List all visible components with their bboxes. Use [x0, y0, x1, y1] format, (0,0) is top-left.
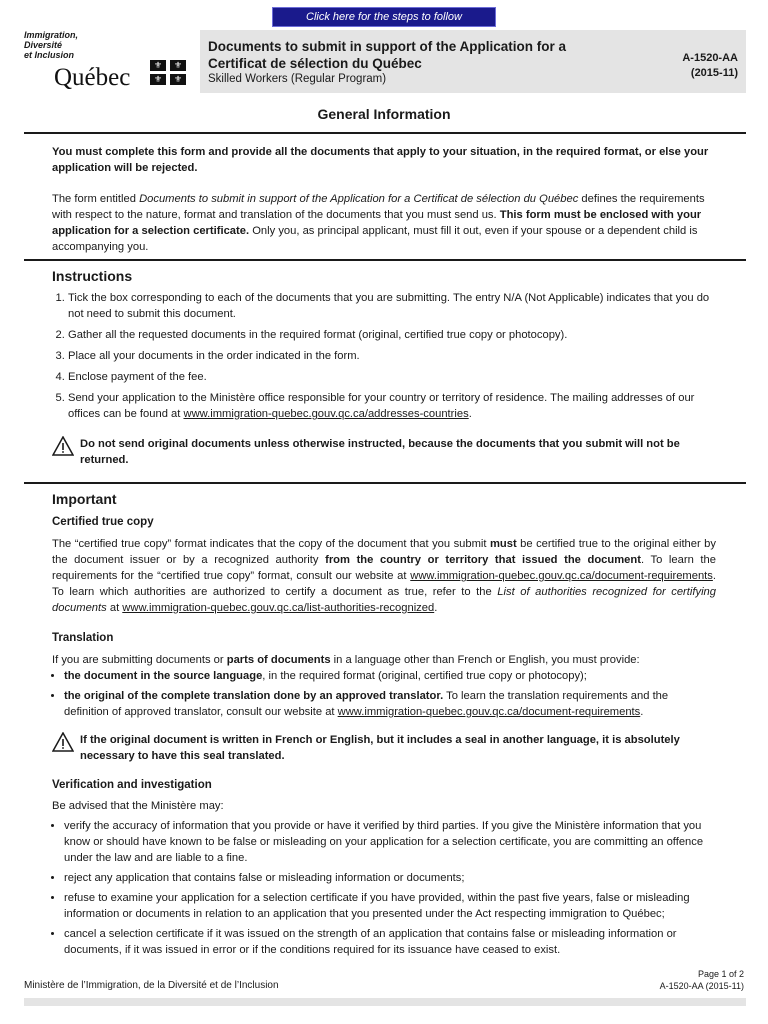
text: be certified true to the original either by the document issuer or by a recognized authority: [52, 538, 716, 566]
list-item: • cancel a selection certificate if it was issued on the strength of an application that contains false or misleading information or documents, if it was issued in error or if the conditions required for its issuance have ceased to exist.: [64, 926, 716, 958]
text: .: [468, 408, 472, 420]
warning-icon: [52, 732, 74, 752]
warning-icon: [52, 436, 74, 456]
quebec-logo: [24, 30, 194, 92]
text: the original of the complete translation done by an approved translator.: [64, 690, 444, 702]
verification-list: [52, 818, 716, 958]
fleurdelise-icon: [150, 60, 188, 86]
warning-text: If the original document is written in French or English, but it includes a seal in another language, it is absolutely necessary to have this seal translated.: [80, 734, 680, 762]
footer-bar: [24, 998, 746, 1006]
form-date: (2015-11): [690, 67, 738, 79]
form-title: Documents to submit in support of the Application for a Certificat de sélection du Québec: [208, 39, 566, 71]
text: . To learn which authorities are authorized to certify a document as true, refer to the: [52, 570, 716, 598]
text: in a language other than French or English, you must provide:: [330, 654, 640, 666]
logo-line-2: Diversité: [24, 40, 63, 50]
enclose-notice: This form must be enclosed with your application for a selection certificate.: [52, 209, 702, 237]
list-item: 1. Tick the box corresponding to each of the documents that you are submitting. The entry N/A (Not Applicable) indicates that you do not need to submit this document.: [68, 290, 716, 322]
form-number: [682, 51, 738, 81]
ctc-paragraph: [52, 536, 716, 616]
text: from the country or territory that issued the document: [325, 554, 641, 566]
instructions-title: Instructions: [52, 268, 133, 284]
form-code: A-1520-AA: [682, 52, 738, 64]
instructions-list: [52, 290, 716, 422]
doc-requirements-link[interactable]: www.immigration-quebec.gouv.qc.ca/document-requirements: [410, 570, 713, 582]
text: If you are submitting documents or: [52, 654, 227, 666]
list-item: • refuse to examine your application for a selection certificate if you have provided, within the past five years, false or misleading information or documents in relation to an application that you presented under the Act respecting immigration to Québec;: [64, 890, 716, 922]
list-item: 2. Gather all the requested documents in the required format (original, certified true copy or photocopy).: [68, 327, 716, 343]
verification-intro: Be advised that the Ministère may:: [52, 800, 224, 812]
authorities-link[interactable]: www.immigration-quebec.gouv.qc.ca/list-authorities-recognized: [122, 602, 435, 614]
divider: [24, 482, 746, 484]
form-header: [200, 30, 746, 93]
text: To learn the translation requirements and the definition of approved translator, consult our website at: [64, 690, 669, 718]
list-item: 3. Place all your documents in the order indicated in the form.: [68, 348, 716, 364]
flag-quadrant: ⚜: [170, 74, 186, 85]
footer-form-code: A-1520-AA (2015-11): [659, 981, 744, 991]
general-info-body: [52, 144, 716, 255]
form-name: Documents to submit in support of the Application for a Certificat de sélection du Québec: [139, 193, 579, 205]
list-item: • reject any application that contains false or misleading information or documents;: [64, 870, 716, 886]
page-number: Page 1 of 2: [697, 969, 744, 979]
text: The form entitled: [52, 193, 140, 205]
list-item: • verify the accuracy of information that you provide or have it verified by third parties. If you give the Ministère information that you know or should have known to be false or misleading on your application for a selection certificate, you are committing an offence under the law and are liable to a fine.: [64, 818, 716, 866]
text: the document in the source language: [64, 670, 263, 682]
important-title: Important: [52, 491, 117, 507]
text: . To learn the requirements for the “certified true copy” format, consult our website at: [52, 554, 716, 582]
translation-req-link[interactable]: www.immigration-quebec.gouv.qc.ca/document-requirements: [337, 706, 641, 718]
ctc-title: Certified true copy: [52, 516, 154, 528]
steps-button[interactable]: Click here for the steps to follow: [272, 7, 496, 27]
addresses-link[interactable]: www.immigration-quebec.gouv.qc.ca/addresses-countries: [183, 408, 469, 420]
text: .: [434, 602, 438, 614]
logo-wordmark: Québec: [54, 64, 131, 91]
instructions-section: [52, 268, 716, 468]
verification-title: Verification and investigation: [52, 779, 212, 791]
important-section: [52, 491, 716, 962]
text: , in the required format (original, certified true copy or photocopy);: [262, 670, 587, 682]
text: parts of documents: [226, 654, 331, 666]
text: at: [106, 602, 123, 614]
authorities-list-name: List of authorities recognized for certifying documents: [52, 586, 716, 614]
divider: [24, 259, 746, 261]
text: must: [489, 538, 517, 550]
logo-line-3: et Inclusion: [24, 50, 75, 60]
footer-page-info: [660, 968, 744, 992]
text: The “certified true copy” format indicates that the copy of the document that you submit: [52, 538, 490, 550]
form-description: [52, 191, 716, 255]
list-item: 4. Enclose payment of the fee.: [68, 369, 716, 385]
text: defines the requirements with respect to the nature, format and translation of the documents that you must send us.: [52, 193, 705, 221]
text: Send your application to the Ministère office responsible for your country or territory of residence. The mailing addresses of our offices can be found at: [68, 392, 695, 420]
warning-seal: [52, 732, 716, 764]
divider: [24, 132, 746, 134]
flag-quadrant: ⚜: [150, 74, 166, 85]
flag-quadrant: ⚜: [150, 60, 166, 71]
logo-line-1: Immigration,: [24, 30, 79, 40]
flag-quadrant: ⚜: [170, 60, 186, 71]
translation-list: [52, 668, 716, 720]
list-item: [64, 688, 716, 720]
form-subtitle: Skilled Workers (Regular Program): [208, 73, 387, 85]
list-item: [68, 390, 716, 422]
translation-intro: [52, 652, 716, 668]
list-item: [64, 668, 716, 684]
warning-original-docs: [52, 436, 716, 468]
general-info-title: General Information: [317, 106, 451, 122]
warning-text: Do not send original documents unless otherwise instructed, because the documents that you submit will not be returned.: [80, 438, 680, 466]
text: Only you, as principal applicant, must fill it out, even if your spouse or a dependent child is accompanying you.: [52, 225, 698, 253]
rejection-notice: You must complete this form and provide all the documents that apply to your situation, in the required format, or else your application will be rejected.: [52, 146, 709, 174]
footer-ministry: Ministère de l’Immigration, de la Diversité et de l’Inclusion: [24, 980, 279, 991]
translation-title: Translation: [52, 632, 114, 644]
text: .: [640, 706, 644, 718]
